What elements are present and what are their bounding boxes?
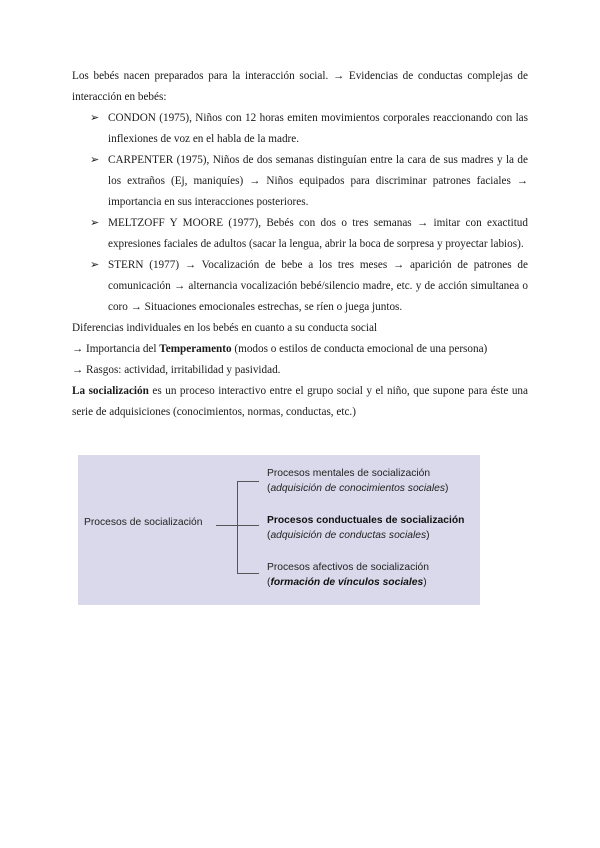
temperament-term: Temperamento [159, 343, 232, 355]
list-item: ➢ CONDON (1975), Niños con 12 horas emiten movimientos corporales reaccionando con las inflexiones de voz en el habla de la madre. [72, 108, 528, 150]
arrowhead-bullet-icon: ➢ [90, 259, 100, 271]
branch-line [237, 525, 259, 526]
evidence-list [72, 108, 528, 318]
intro-paragraph: Los bebés nacen preparados para la interacción social. → Evidencias de conductas complejas de interacción en bebés: [72, 70, 528, 103]
arrowhead-bullet-icon: ➢ [90, 112, 100, 124]
document-body [72, 66, 528, 423]
socialization-term: La socialización [72, 385, 149, 397]
branch-line [237, 481, 259, 482]
diagram-node-mental: Procesos mentales de socialización (adquisición de conocimientos sociales) [267, 468, 449, 494]
diagram-node-affective: Procesos afectivos de socialización (formación de vínculos sociales) [267, 562, 429, 588]
bracket-line [237, 481, 238, 573]
arrowhead-bullet-icon: ➢ [90, 154, 100, 166]
traits-line: → Rasgos: actividad, irritabilidad y pasividad. [72, 364, 281, 376]
connector-line [216, 525, 237, 526]
socialization-diagram [78, 455, 480, 605]
temperament-line: → Importancia del Temperamento (modos o estilos de conducta emocional de una persona) [72, 343, 488, 355]
diagram-node-behavioral: Procesos conductuales de socialización (adquisición de conductas sociales) [267, 515, 465, 541]
list-item: ➢ STERN (1977) → Vocalización de bebe a los tres meses → aparición de patrones de comunicación → alternancia vocalización bebé/silencio madre, etc. y de acción simultanea o coro → Situaciones emocionales estrechas, se ríen o juega juntos. [72, 255, 528, 318]
differences-heading: Diferencias individuales en los bebés en cuanto a su conducta social [72, 322, 378, 334]
branch-line [237, 573, 259, 574]
list-item: ➢ CARPENTER (1975), Niños de dos semanas distinguían entre la cara de sus madres y la de los extraños (Ej, maniquíes) → Niños equipados para discriminar patrones faciales → importancia en sus interacciones posteriores. [72, 150, 528, 213]
arrowhead-bullet-icon: ➢ [90, 217, 100, 229]
list-item: ➢ MELTZOFF Y MOORE (1977), Bebés con dos o tres semanas → imitar con exactitud expresiones faciales de adultos (sacar la lengua, abrir la boca de sorpresa y proyectar labios). [72, 213, 528, 255]
socialization-paragraph: La socialización es un proceso interactivo entre el grupo social y el niño, que supone para éste una serie de adquisiciones (conocimientos, normas, conductas, etc.) [72, 385, 528, 418]
diagram-root-label: Procesos de socialización [84, 517, 203, 528]
